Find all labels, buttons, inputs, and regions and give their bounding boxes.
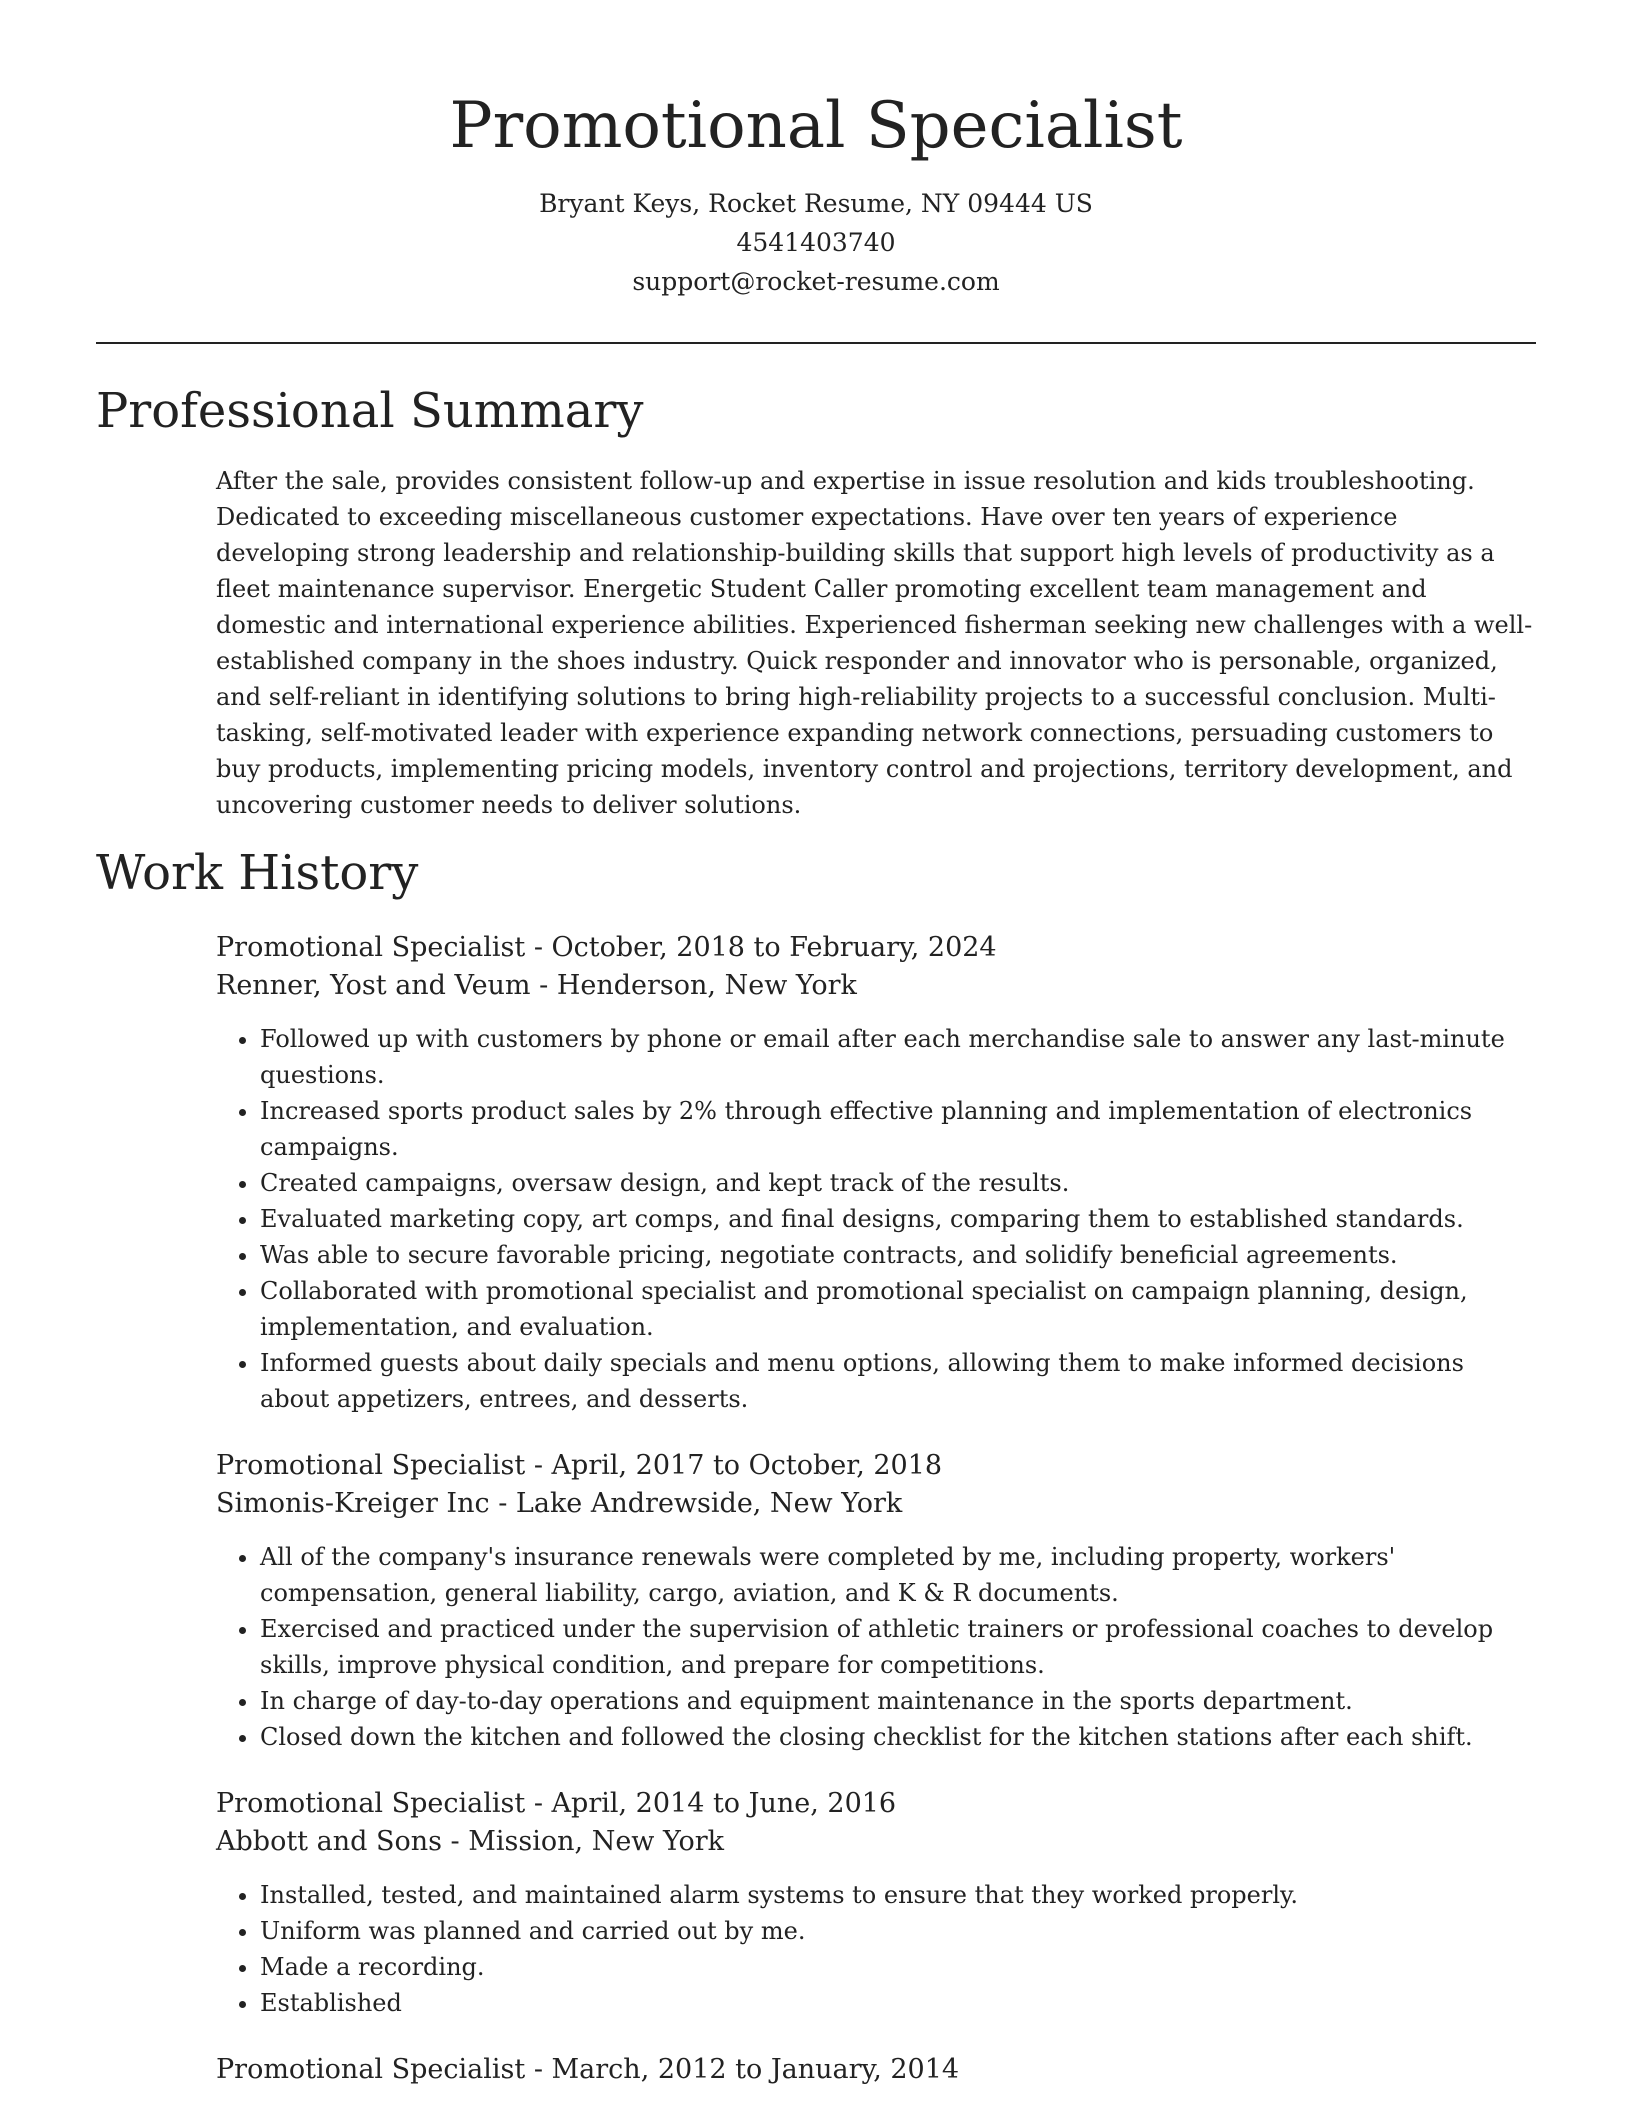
job-entry [216,1785,1536,2021]
summary-heading: Professional Summary [96,383,644,439]
job-title-line [216,1447,1536,1485]
job-entry [216,1447,1536,1755]
job-location: Lake Andrewside, New York [515,1488,903,1519]
job-company: Abbott and Sons [216,1826,442,1857]
job-bullet: • Installed, tested, and maintained alarm systems to ensure that they worked properly. [260,1877,1536,1913]
work-history-heading: Work History [96,845,419,901]
job-bullet-list [216,1877,1536,2021]
contact-email: support@rocket-resume.com [632,267,1000,296]
job-separator: - [441,1826,469,1857]
job-bullet: • Created campaigns, oversaw design, and kept track of the results. [260,1165,1536,1201]
job-company-line [216,1485,1536,1523]
job-dates: April, 2017 to October, 2018 [551,1450,943,1481]
summary-text: After the sale, provides consistent follow-up and expertise in issue resolution and kids troubleshooting. Dedicated to exceeding miscellaneous customer expectations. Have over ten years of experience developing strong leadership and relationship-building skills that support high levels of productivity as a fleet maintenance supervisor. Energetic Student Caller promoting excellent team management and domestic and international experience abilities. Experienced fisherman seeking new challenges with a well-established company in the shoes industry. Quick responder and innovator who is personable, organized, and self-reliant in identifying solutions to bring high-reliability projects to a successful conclusion. Multi-tasking, self-motivated leader with experience expanding network connections, persuading customers to buy products, implementing pricing models, inventory control and projections, territory development, and uncovering customer needs to deliver solutions. [216,467,1533,819]
job-location: Henderson, New York [556,970,857,1001]
resume-header [96,82,1536,301]
job-title-line [216,929,1536,967]
job-bullet: • Closed down the kitchen and followed the closing checklist for the kitchen stations after each shift. [260,1719,1536,1755]
job-bullet: • Uniform was planned and carried out by me. [260,1913,1536,1949]
job-location: Mission, New York [468,1826,725,1857]
job-dates: April, 2014 to June, 2016 [551,1788,897,1819]
job-entry [216,2051,1536,2089]
job-bullet: • Collaborated with promotional specialist and promotional specialist on campaign planning, design, implementation, and evaluation. [260,1273,1536,1345]
job-dates: October, 2018 to February, 2024 [551,932,997,963]
header-divider [96,342,1536,344]
job-bullet: • Evaluated marketing copy, art comps, and final designs, comparing them to established standards. [260,1201,1536,1237]
job-bullet: • Informed guests about daily specials and menu options, allowing them to make informed decisions about appetizers, entrees, and desserts. [260,1345,1536,1417]
contact-phone: 4541403740 [736,228,896,257]
contact-address: Bryant Keys, Rocket Resume, NY 09444 US [539,189,1093,218]
job-dates: March, 2012 to January, 2014 [551,2054,960,2085]
job-separator: - [489,1488,516,1519]
job-bullet: • Increased sports product sales by 2% through effective planning and implementation of electronics campaigns. [260,1093,1536,1165]
job-bullet: • Was able to secure favorable pricing, negotiate contracts, and solidify beneficial agreements. [260,1237,1536,1273]
job-company-line [216,1823,1536,1861]
job-separator: - [525,1450,552,1481]
job-bullet: • Exercised and practiced under the supervision of athletic trainers or professional coaches to develop skills, improve physical condition, and prepare for competitions. [260,1611,1536,1683]
work-history-list [216,929,1536,2112]
job-title-line [216,1785,1536,1823]
job-company-line [216,967,1536,1005]
job-bullet: • Established [260,1985,1536,2021]
job-bullet-list [216,1021,1536,1417]
job-title: Promotional Specialist [216,1788,526,1819]
job-bullet: • In charge of day-to-day operations and equipment maintenance in the sports department. [260,1683,1536,1719]
job-company: Renner, Yost and Veum [216,970,531,1001]
job-bullet: • All of the company's insurance renewals were completed by me, including property, workers' compensation, general liability, cargo, aviation, and K & R documents. [260,1539,1536,1611]
job-separator: - [530,970,557,1001]
job-bullet: • Followed up with customers by phone or email after each merchandise sale to answer any last-minute questions. [260,1021,1536,1093]
job-separator: - [525,932,552,963]
job-title: Promotional Specialist [216,932,526,963]
job-separator: - [525,2054,552,2085]
job-separator: - [525,1788,552,1819]
job-company: Simonis-Kreiger Inc [216,1488,490,1519]
job-entry [216,929,1536,1417]
job-title: Promotional Specialist [216,1450,526,1481]
resume-name: Promotional Specialist [449,89,1183,163]
job-title: Promotional Specialist [216,2054,526,2085]
job-bullet: • Made a recording. [260,1949,1536,1985]
job-bullet-list [216,1539,1536,1755]
job-title-line [216,2051,1536,2089]
